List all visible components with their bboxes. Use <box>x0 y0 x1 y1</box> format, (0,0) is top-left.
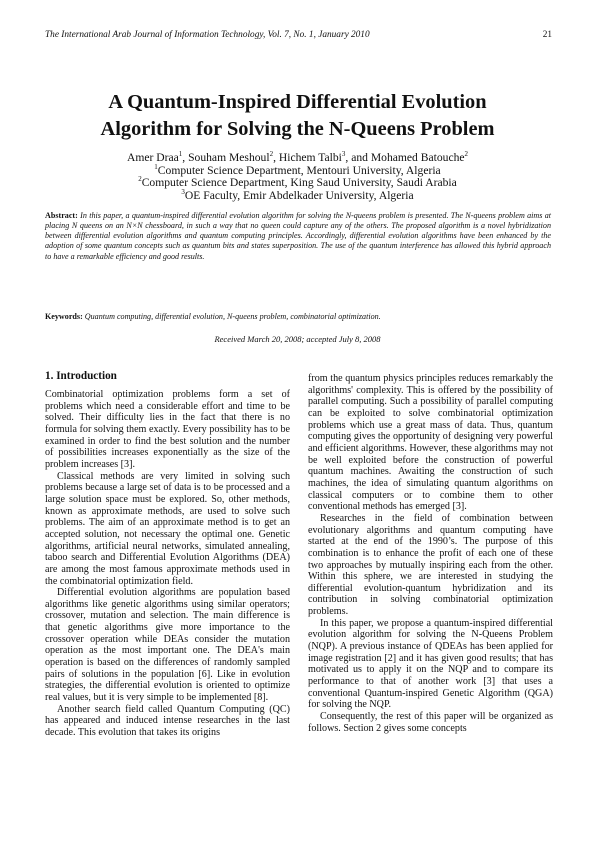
author-name: Hichem Talbi <box>278 151 342 164</box>
right-column <box>308 373 553 734</box>
paper-title <box>40 89 555 143</box>
affiliation-text: Computer Science Department, King Saud University, Saudi Arabia <box>141 176 457 189</box>
affiliation-text: Computer Science Department, Mentouri University, Algeria <box>157 163 441 177</box>
left-column <box>45 369 290 739</box>
author-name: Mohamed Batouche <box>370 151 465 164</box>
author-separator: , <box>182 151 189 164</box>
affiliation-text: OE Faculty, Emir Abdelkader University, Algeria <box>184 188 414 202</box>
body-paragraph: from the quantum physics principles reduces remarkably the algorithms' complexity. This is offered by the possibility of parallel computing. Such a possibility of parallel computing can be exploited to solve combinatorial optimization problems which use a great mass of data. Thus, quantum computing gives the opportunity of designing very powerful and efficient algorithms. However, these algorithms may not be well exploited before the construction of powerful quantum machines. Awaiting the construction of such machines, the idea of simulating quantum algorithms on classical computers or to combine them to other conventional methods has emerged [3]. <box>308 373 553 513</box>
author-separator: , and <box>345 151 371 164</box>
received-dates: Received March 20, 2008; accepted July 8, 2008 <box>214 334 381 344</box>
body-paragraph: Researches in the field of combination between evolutionary algorithms and quantum computing have started at the end of the 1990’s. The purpose of this combination is to enhance the profit of each one of these two approaches by mutually inspiring each from the other. Within this sphere, we are interested in studying the differential evolution-quantum hybridization and its contribution in solving combinatorial optimization problems. <box>308 512 553 618</box>
affiliation-mark: 1 <box>154 162 158 171</box>
abstract-label: Abstract: <box>45 211 78 220</box>
abstract-text: In this paper, a quantum-inspired differential evolution algorithm for solving the N-queens problem is presented. The N-queens problem aims at placing N queens on an N×N chessboard, in such a way that no queen could capture any of the others. The proposed algorithm is a novel hybridization between differential evolution algorithms and quantum computing principles. Accordingly, differential evolution algorithms have been enhanced by the adoption of some quantum concepts such as quantum bits and states superposition. The use of the quantum interference has allowed this hybrid approach to have a remarkable efficiency and good results. <box>45 211 551 261</box>
body-paragraph: Another search field called Quantum Computing (QC) has appeared and induced intense researches in the last decade. This evolution that takes its origins <box>45 703 290 739</box>
affiliation-mark: 3 <box>181 187 185 196</box>
author-block <box>40 152 555 202</box>
abstract <box>45 211 551 262</box>
running-header <box>45 30 552 42</box>
title-line-2: Algorithm for Solving the N-Queens Problem <box>100 118 495 140</box>
title-line-1: A Quantum-Inspired Differential Evolution <box>108 91 487 113</box>
affiliation-mark: 2 <box>138 175 142 184</box>
section-heading: 1. Introduction <box>45 370 117 382</box>
page-number: 21 <box>542 30 552 40</box>
author-separator: , <box>273 151 279 164</box>
body-paragraph: In this paper, we propose a quantum-inspired differential evolution algorithm for solving the N-Queens Problem (NQP). A previous instance of QDEAs has been applied for image registration [2] and it has given good results; that has motivated us to apply it on the NQP and to compare its performance to that of another work [3] that uses a conventional Quantum-inspired Genetic Algorithm (QGA) for solving the NQP. <box>308 617 553 711</box>
author-affiliation-mark: 2 <box>269 150 274 159</box>
affiliation-line <box>40 187 555 203</box>
author-affiliation-mark: 3 <box>341 150 346 159</box>
body-paragraph: Classical methods are very limited in solving such problems because a large set of data is to be processed and a large solution space must be explored. So, other methods, known as approximate methods, are used to solve such problems. The aim of an approximate method is to get an accepted solution, not necessary the optimal one. Genetic algorithms, artificial neural networks, simulated annealing, taboo search and Differential Evolution Algorithms (DEA) are among the most famous approximate methods used in the combinatorial optimization field. <box>45 470 290 587</box>
body-paragraph: Combinatorial optimization problems form a set of problems which need a considerable effort and time to be solved. Their difficulty lies in the fact that there is no formula for solving them exactly. Every possibility has to be examined in order to find the best solution and the number of possibilities increases exponentially as the size of the problem increases [3]. <box>45 389 290 470</box>
journal-citation: The International Arab Journal of Information Technology, Vol. 7, No. 1, January 2010 <box>45 30 370 40</box>
author-name: Amer Draa <box>126 151 179 164</box>
body-paragraph: Differential evolution algorithms are population based algorithms like genetic algorithms using similar operators; crossover, mutation and selection. The main difference is that genetic algorithms give more importance to the crossover operation while DEAs consider the mutation operation as the most important one. The DEA's main operation is based on the differences of randomly sampled pairs of solutions in the population [6]. Like in evolution strategies, the differential evolution is oriented to optimize real values, but it is very simple to be implemented [8]. <box>45 587 290 704</box>
keywords-label: Keywords: <box>45 312 83 321</box>
keywords <box>45 312 551 322</box>
author-affiliation-mark: 2 <box>464 150 469 159</box>
keywords-text: Quantum computing, differential evolution, N-queens problem, combinatorial optimization. <box>82 312 381 321</box>
author-affiliation-mark: 1 <box>178 150 183 159</box>
author-name: Souham Meshoul <box>188 151 270 164</box>
body-paragraph: Consequently, the rest of this paper will be organized as follows. Section 2 gives some concepts <box>308 711 553 734</box>
